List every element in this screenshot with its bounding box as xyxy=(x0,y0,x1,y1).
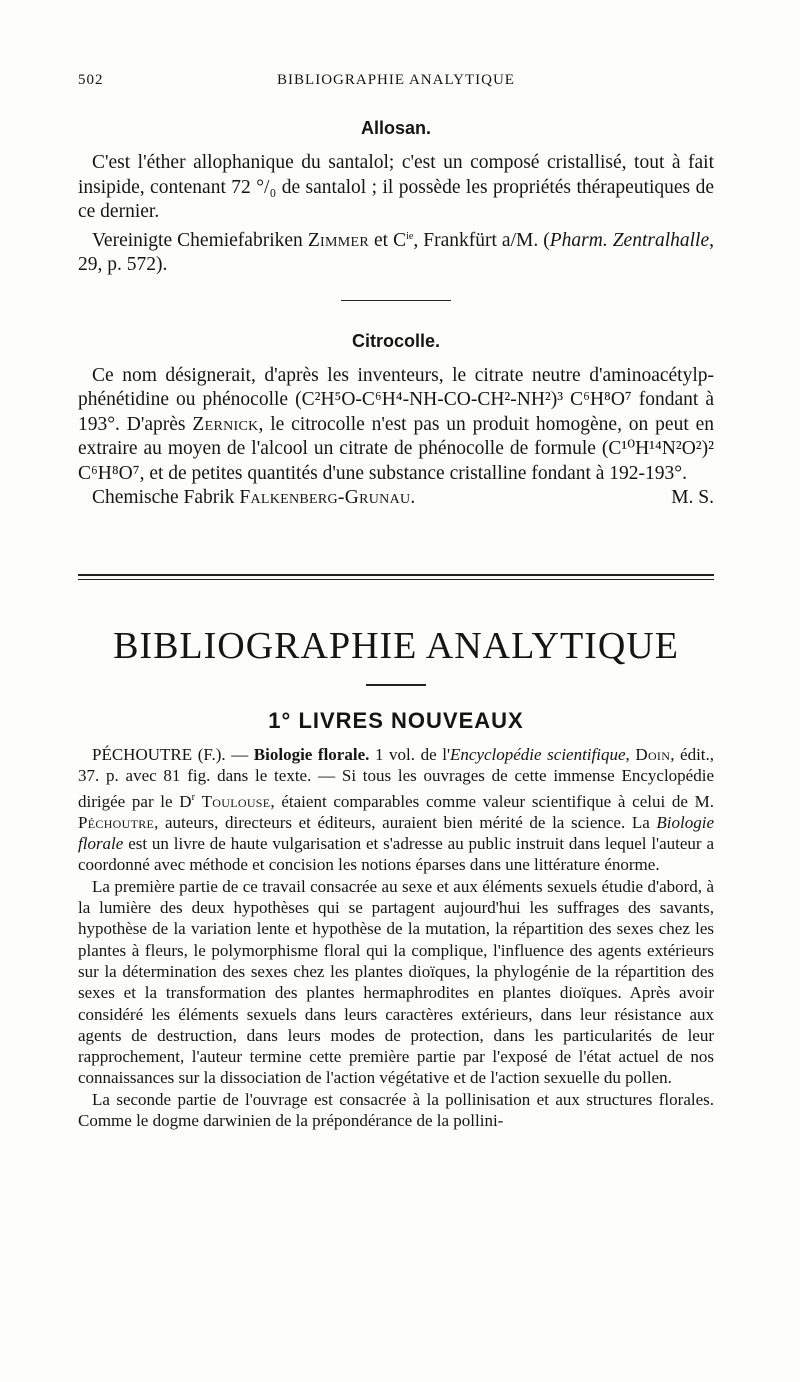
page-number: 502 xyxy=(78,72,104,88)
review-text: est un livre de haute vulgarisation et s'adresse au public instruit dans lequel l'auteur a coordonné avec méthode et concision les notions éparses dans une littérature énorme. xyxy=(78,834,714,875)
ref-company-name: Zimmer xyxy=(307,229,369,251)
signature-initials: M. S. xyxy=(671,487,714,508)
review-paragraph-1 xyxy=(78,744,714,876)
review-text: , étaient comparables comme valeur scientifique à celui de M. xyxy=(270,791,714,811)
allosan-heading: Allosan. xyxy=(360,118,431,138)
review-text: , auteurs, directeurs et éditeurs, auraient bien mérité de la science. La xyxy=(154,812,657,832)
ref-text: , Frankfürt a/M. ( xyxy=(413,229,550,251)
ref-journal: Pharm. Zentralhalle xyxy=(549,229,710,251)
allosan-paragraph: C'est l'éther allophanique du santalol; c'est un composé cristallisé, tout à fait insipide, contenant 72 °/₀ de santalol ; il possède les propriétés thérapeutiques de ce dernier. xyxy=(78,152,714,222)
ref-text: Vereinigte Chemiefabriken xyxy=(92,229,308,251)
ref-text: et C xyxy=(368,229,407,251)
citrocolle-signature xyxy=(78,486,714,511)
citrocolle-author: Zernick xyxy=(192,413,259,435)
allosan-reference xyxy=(78,225,714,278)
section-subtitle: 1° LIVRES NOUVEAUX xyxy=(268,708,524,733)
citrocolle-text: Ce nom désignerait, d'après les inventeurs, le citrate neutre d'aminoacétylp-phénétidine ou phénocolle (C²H⁵O-C⁶H⁴-NH-CO-CH²-NH²)³ C⁶H⁸O⁷ fondant à 193°. D'après xyxy=(78,364,714,435)
citrocolle-text: , le citrocolle n'est pas un produit homogène, on peut en extraire au moyen de l'alcool un citrate de phénocolle de formule (C¹⁰H¹⁴N²O²)² C⁶H⁸O⁷, et de petites quantités d'une substance cristalline fondant à 192-193°. xyxy=(78,413,715,484)
review-publisher: Doin xyxy=(635,745,671,764)
signature-company xyxy=(92,486,416,511)
ref-sup: ie xyxy=(406,230,414,242)
review-paragraph-3: La seconde partie de l'ouvrage est consacrée à la pollinisation et aux structures florales. Comme le dogme darwinien de la prépondérance de la pollini- xyxy=(78,1089,714,1131)
review-book-title: Biologie florale. xyxy=(253,745,370,764)
review-column xyxy=(78,744,714,1131)
review-director: Toulouse xyxy=(201,791,271,811)
review-text: 1 vol. de l' xyxy=(369,745,451,764)
review-text: , édit., 37. p. avec 81 fig. dans le texte. — Si tous les ouvrages de cette immense Encyclopédie dirigée par le D xyxy=(78,745,715,811)
citrocolle-heading: Citrocolle. xyxy=(351,330,440,351)
review-encyclopedia: Encyclopédie scientifique xyxy=(450,745,626,764)
review-author: PÉCHOUTRE (F.). — xyxy=(92,745,254,764)
ref-text: , 29, p. 572). xyxy=(78,229,715,275)
review-book-italic: Biologie florale xyxy=(78,812,714,854)
running-title: BIBLIOGRAPHIE ANALYTIQUE xyxy=(277,72,515,88)
signature-text: Chemische Fabrik xyxy=(92,487,240,508)
review-author-sc: Péchoutre xyxy=(78,812,155,832)
review-text: , xyxy=(625,745,636,764)
title-rule xyxy=(366,684,426,686)
review-sup: r xyxy=(191,791,195,803)
section-title: BIBLIOGRAPHIE ANALYTIQUE xyxy=(113,625,679,667)
separator-rule xyxy=(341,300,451,301)
top-column xyxy=(78,118,714,511)
double-rule xyxy=(78,574,714,580)
review-paragraph-2: La première partie de ce travail consacrée au sexe et aux éléments sexuels étudie d'abord, à la lumière des deux hypothèses qui se partagent aujourd'hui les suffrages des savants, hypothèse de la variation lente et hypothèse de la mutation, la répartition des sexes chez les plantes à fleurs, le polymorphisme floral qui la complique, l'influence des agents extérieurs sur la détermination des sexes chez les plantes dioïques, la phylogénie de la répartition des sexes et la transformation des plantes hermaphrodites en plantes dioïques. Après avoir considéré les éléments sexuels dans leurs caractères extérieurs, dans leur résistance aux agents de destruction, dans leurs modes de protection, dans les particularités de leur rapprochement, l'auteur termine cette première partie par l'exposé de l'état actuel de nos connaissances sur la dissociation de l'action végétative et de l'action sexuelle du pollen. xyxy=(78,876,714,1088)
review-text xyxy=(195,792,202,811)
citrocolle-paragraph xyxy=(78,364,714,487)
signature-name: Falkenberg-Grunau. xyxy=(239,487,416,508)
